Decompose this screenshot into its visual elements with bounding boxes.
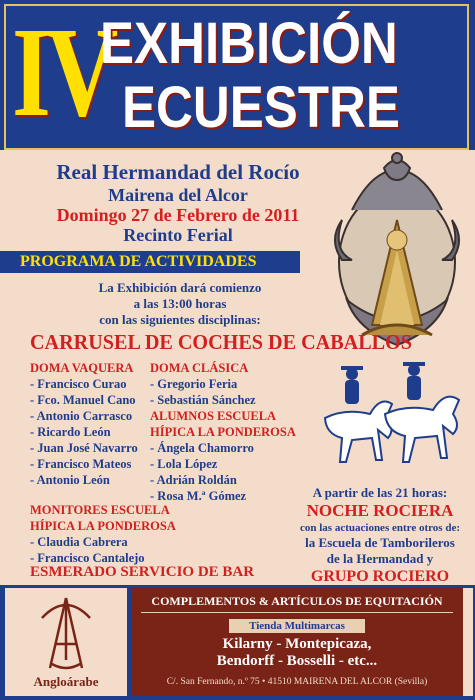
section-title: HÍPICA LA PONDEROSA	[150, 425, 296, 439]
sponsor-headline: COMPLEMENTOS & ARTÍCULOS DE EQUITACIÓN	[151, 594, 443, 608]
evening-start: A partir de las 21 horas:	[312, 485, 448, 500]
bar-service: ESMERADO SERVICIO DE BAR	[30, 564, 255, 580]
title-line-2: ECUESTRE	[122, 75, 400, 140]
rider-name: - Francisco Mateos	[30, 457, 132, 471]
sponsor-brands: Bendorff - Bosselli - etc...	[216, 653, 378, 669]
section-title: DOMA CLÁSICA	[150, 361, 249, 375]
evening-line: la Escuela de Tamborileros	[305, 535, 455, 550]
header-banner	[0, 0, 475, 150]
rider-name: - Claudia Cabrera	[30, 535, 128, 549]
rider-name: - Sebastián Sánchez	[150, 393, 256, 407]
evening-line: de la Hermandad y	[326, 551, 434, 566]
sponsor-tag: Tienda Multimarcas	[249, 620, 345, 632]
sponsor-logo-panel	[5, 588, 127, 696]
rider-name: - Lola López	[150, 457, 218, 471]
sponsor-divider	[141, 612, 453, 613]
title-line-1: EXHIBICIÓN	[100, 11, 398, 76]
rider-name: - Gregorio Feria	[150, 377, 238, 391]
evening-group: GRUPO ROCIERO	[310, 568, 450, 585]
intro-line: con las siguientes disciplinas:	[99, 312, 261, 327]
intro-line: a las 13:00 horas	[133, 296, 227, 311]
rider-name: - Antonio León	[30, 473, 110, 487]
rider-name: - Antonio Carrasco	[30, 409, 133, 423]
rider-name: - Adrián Roldán	[150, 473, 237, 487]
sponsor-address: C/. San Fernando, n.º 75 • 41510 MAIRENA DEL ALCOR (Sevilla)	[166, 677, 428, 687]
section-title: MONITORES ESCUELA	[30, 503, 170, 517]
rider-name: - Rosa M.ª Gómez	[150, 489, 247, 503]
program-heading: PROGRAMA DE ACTIVIDADES	[20, 253, 257, 270]
sponsor-details-panel	[131, 588, 463, 696]
rider-name: - Francisco Cantalejo	[30, 551, 145, 565]
rider-name: - Juan José Navarro	[30, 441, 138, 455]
section-title: ALUMNOS ESCUELA	[150, 409, 277, 423]
edition-numeral: IV	[12, 1, 114, 143]
doma-clasica-list	[150, 360, 296, 504]
evening-title: NOCHE ROCIERA	[306, 501, 454, 520]
rider-name: - Ricardo León	[30, 425, 111, 439]
evening-program	[285, 485, 475, 586]
rider-name: - Fco. Manuel Cano	[30, 393, 136, 407]
sponsor-brands: Kilarny - Montepicaza,	[222, 636, 372, 652]
virgin-medallion-image	[322, 150, 472, 355]
section-title: DOMA VAQUERA	[30, 361, 134, 375]
sponsor-brand: Angloárabe	[33, 674, 99, 689]
intro-line: La Exhibición dará comienzo	[98, 280, 262, 295]
event-venue: Recinto Ferial	[123, 225, 233, 245]
monitores-list	[30, 502, 176, 566]
side-strip	[463, 588, 473, 696]
doma-vaquera-list	[30, 360, 138, 488]
evening-line: con las actuaciones entre otros de:	[300, 522, 460, 534]
rider-name: - Ángela Chamorro	[150, 441, 254, 455]
event-date: Domingo 27 de Febrero de 2011	[56, 205, 300, 225]
horses-illustration	[305, 358, 470, 483]
sponsor-logo-icon	[36, 594, 96, 674]
section-title: HÍPICA LA PONDEROSA	[30, 519, 176, 533]
rider-name: - Francisco Curao	[30, 377, 127, 391]
main-discipline: CARRUSEL DE COCHES DE CABALLOS	[30, 330, 413, 354]
town: Mairena del Alcor	[108, 185, 248, 205]
organizer: Real Hermandad del Rocío	[56, 160, 300, 184]
program-intro	[60, 280, 300, 328]
